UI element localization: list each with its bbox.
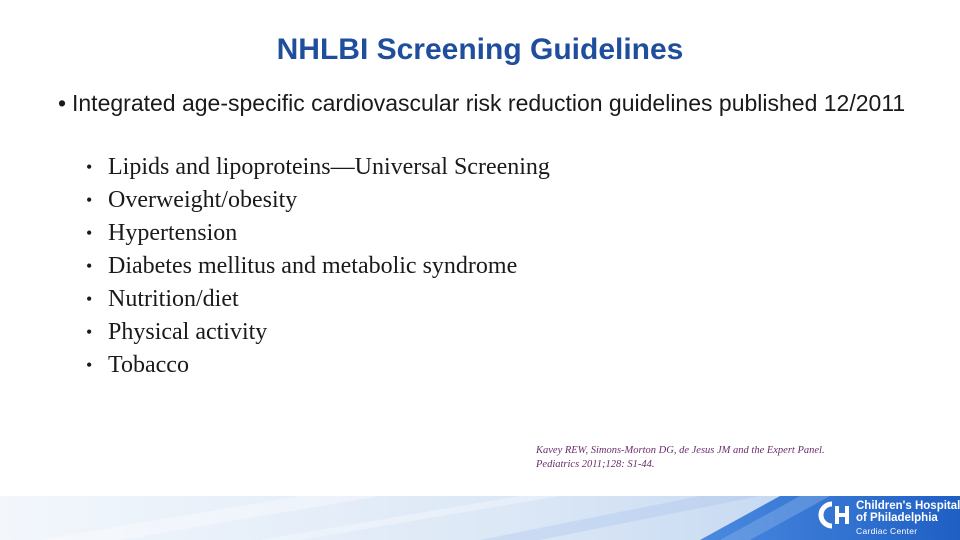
main-bullet [58,89,918,117]
bullet-marker: • [86,256,93,276]
sub-bullet-list [86,151,550,382]
list-item-label: Nutrition/diet [108,286,239,312]
list-item-label: Overweight/obesity [108,187,298,213]
bullet-marker: • [86,355,93,375]
list-item-label: Lipids and lipoproteins—Universal Screening [108,154,550,180]
bullet-marker: • [86,322,93,342]
list-item [86,283,550,316]
bullet-marker: • [86,157,93,177]
main-bullet-text: Integrated age-specific cardiovascular risk reduction guidelines published 12/2011 [72,90,906,116]
bullet-marker: • [86,289,93,309]
citation [536,444,825,472]
list-item [86,349,550,382]
list-item [86,250,550,283]
citation-line-2: Pediatrics 2011;128: S1-44. [536,459,655,470]
logo-line-2: of Philadelphia [856,512,938,524]
logo-wordmark [856,500,960,538]
list-item [86,184,550,217]
bullet-marker: • [86,223,93,243]
list-item-label: Physical activity [108,319,268,345]
logo-line-1: Children's Hospital [856,500,960,512]
chop-logo-icon [818,500,854,530]
list-item-label: Tobacco [108,352,189,378]
list-item [86,217,550,250]
list-item-label: Diabetes mellitus and metabolic syndrome [108,253,518,279]
list-item [86,151,550,184]
logo-line-3: Cardiac Center [856,526,918,536]
citation-line-1: Kavey REW, Simons-Morton DG, de Jesus JM and the Expert Panel. [536,445,825,456]
list-item [86,316,550,349]
chop-logo [818,498,960,540]
footer-band [0,496,960,540]
bullet-marker: • [86,190,93,210]
bullet-marker: • [58,90,67,116]
list-item-label: Hypertension [108,220,238,246]
slide-title: NHLBI Screening Guidelines [276,33,684,66]
